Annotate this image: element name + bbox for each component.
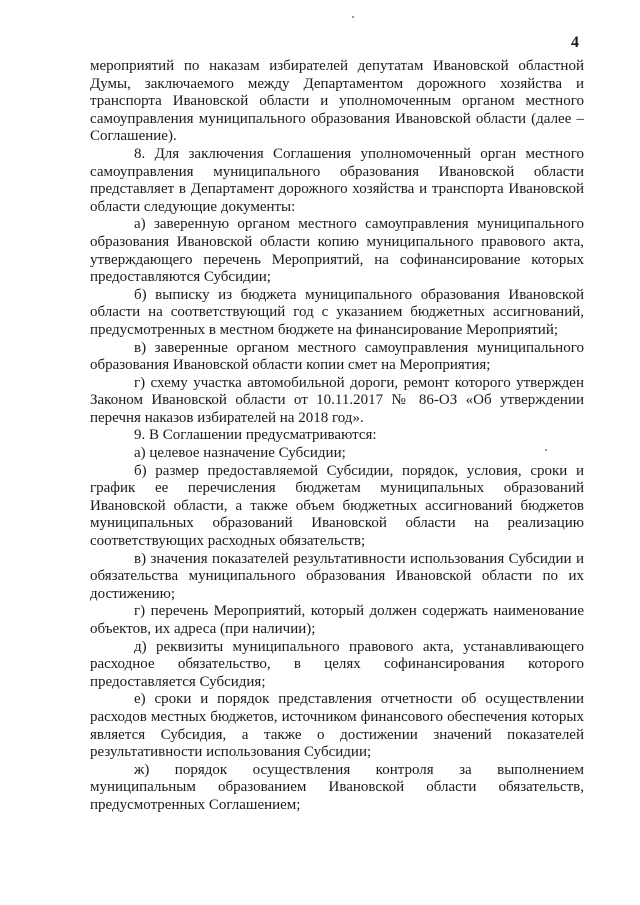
- paragraph-item-8v: в) заверенные органом местного самоуправления муниципального образования Ивановской области копии смет на Мероприятия;: [90, 339, 584, 374]
- paragraph-item-9a: а) целевое назначение Субсидии;: [134, 445, 346, 462]
- paragraph-item-8b: б) выписку из бюджета муниципального образования Ивановской области на соответствующий год с указанием бюджетных ассигнований, предусмотренных в местном бюджете на финансирование Мероприятий;: [90, 286, 584, 338]
- paragraph-item-9d: д) реквизиты муниципального правового акта, устанавливающего расходное обязательство, в целях софинансирования которого предоставляется Субсидия;: [90, 638, 584, 690]
- paragraph-item-9zh: ж) порядок осуществления контроля за выполнением муниципальным образованием Ивановской области обязательств, предусмотренных Соглашением;: [90, 761, 584, 813]
- paragraph-item-9v: в) значения показателей результативности использования Субсидии и обязательства муниципального образования Ивановской области по их достижению;: [90, 550, 584, 602]
- paragraph-item-8a: а) заверенную органом местного самоуправления муниципального образования Ивановской области копию муниципального правового акта, утверждающего перечень Мероприятий, на софинансирование которых предоставляются Субсидии;: [90, 216, 584, 286]
- page-number: 4: [571, 34, 579, 51]
- document-body: [90, 58, 584, 815]
- paragraph-item-8g: г) схему участка автомобильной дороги, ремонт которого утвержден Законом Ивановской области от 10.11.2017 № 86-ОЗ «Об утверждении перечня наказов избирателей на 2018 год».: [90, 374, 584, 426]
- scan-speck-mark: [352, 16, 354, 18]
- paragraph-item-9g: г) перечень Мероприятий, который должен содержать наименование объектов, их адреса (при наличии);: [90, 603, 584, 637]
- paragraph-item-9: 9. В Соглашении предусматриваются:: [134, 427, 377, 444]
- paragraph-item-9b: б) размер предоставляемой Субсидии, порядок, условия, сроки и график ее перечисления бюджетам муниципальных образований Ивановской области, а также объем бюджетных ассигнований бюджетов муниципальных образований Ивановской области на реализацию соответствующих расходных обязательств;: [90, 462, 584, 550]
- paragraph-item-8: 8. Для заключения Соглашения уполномоченный орган местного самоуправления муниципального образования Ивановской области представляет в Департамент дорожного хозяйства и транспорта Ивановской области следующие документы:: [90, 145, 584, 215]
- paragraph-item-9e: е) сроки и порядок представления отчетности об осуществлении расходов местных бюджетов, источником финансового обеспечения которых является Субсидия, а также о достижении значений показателей результативности использования Субсидии;: [90, 691, 584, 761]
- paragraph-continuation: мероприятий по наказам избирателей депутатам Ивановской областной Думы, заключаемого между Департаментом дорожного хозяйства и транспорта Ивановской области и уполномоченным органом местного самоуправления муниципального образования Ивановской области (далее – Соглашение).: [90, 58, 584, 145]
